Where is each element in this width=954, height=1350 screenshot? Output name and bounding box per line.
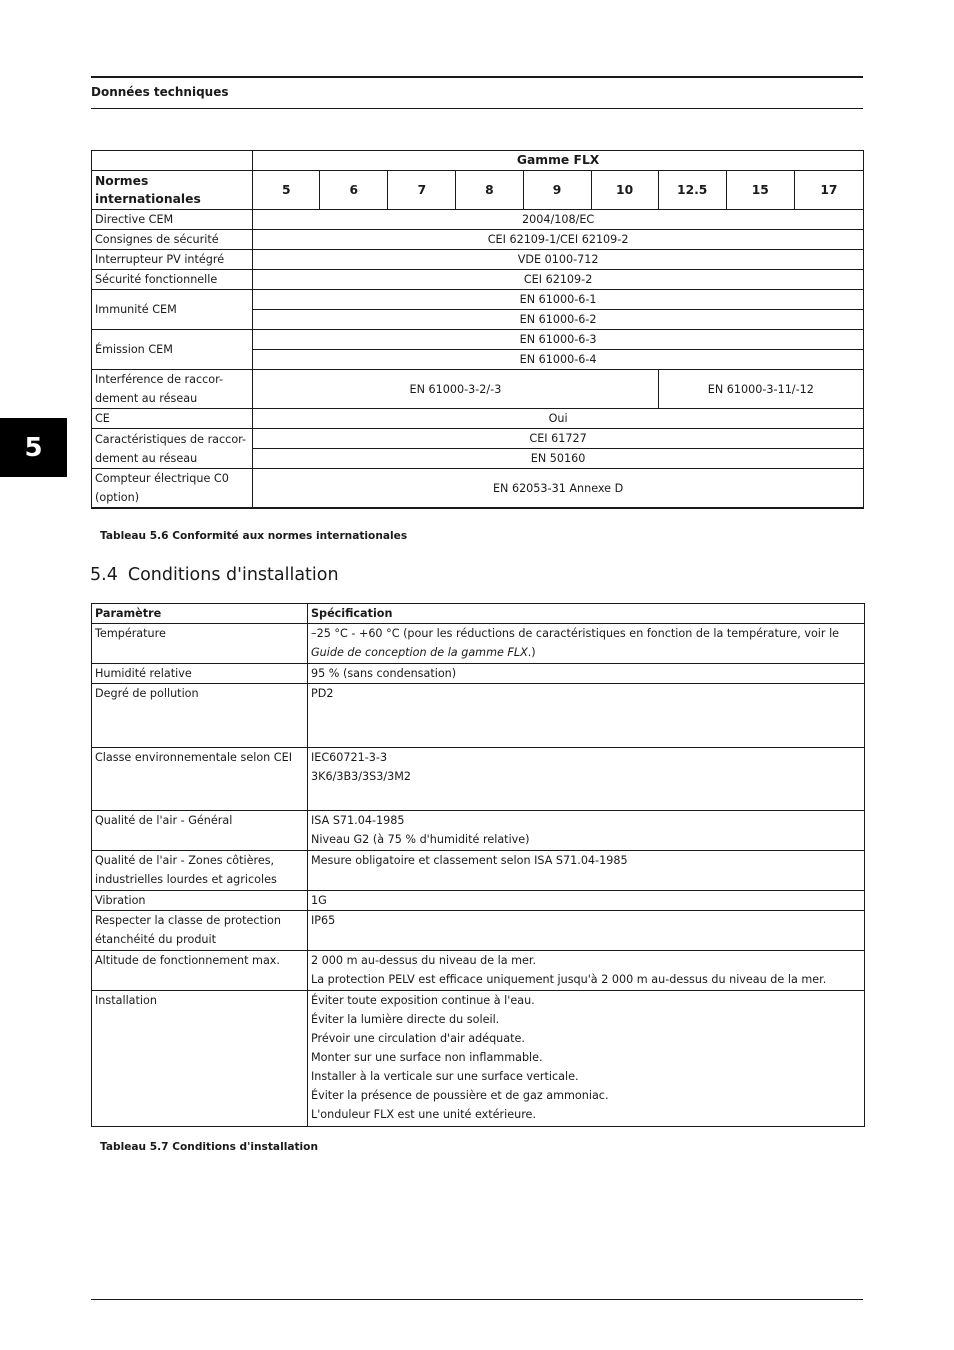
row-value: EN 61000-6-2: [253, 310, 864, 330]
model-header: 8: [456, 171, 523, 210]
param-cell: Classe environnementale selon CEI: [92, 748, 308, 811]
spec-cell: 2 000 m au-dessus du niveau de la mer. La protection PELV est efficace uniquement jusqu'à 2 000 m au-dessus du niveau de la mer.: [308, 951, 865, 991]
row-value: EN 61000-6-3: [253, 330, 864, 350]
table-row: [92, 991, 865, 1127]
column-header: Spécification: [308, 604, 865, 624]
row-value: EN 61000-6-1: [253, 290, 864, 310]
param-cell: Vibration: [92, 891, 308, 911]
row-value: CEI 62109-1/CEI 62109-2: [253, 230, 864, 250]
section-heading: [90, 565, 339, 585]
model-header: 15: [726, 171, 794, 210]
row-label: Consignes de sécurité: [92, 230, 253, 250]
row-label: Compteur électrique C0 (option): [92, 469, 253, 509]
row-label: CE: [92, 409, 253, 429]
spec-cell: 1G: [308, 891, 865, 911]
header-rule-top: [91, 76, 863, 78]
param-cell: Température: [92, 624, 308, 664]
row-value: EN 62053-31 Annexe D: [253, 469, 864, 509]
model-header: 12.5: [658, 171, 726, 210]
gamme-header: Gamme FLX: [253, 151, 864, 171]
header-rule-bottom: [91, 108, 863, 109]
row-label: Émission CEM: [92, 330, 253, 370]
spec-cell: 95 % (sans condensation): [308, 664, 865, 684]
row-label: Interrupteur PV intégré: [92, 250, 253, 270]
column-header: Paramètre: [92, 604, 308, 624]
row-label: Immunité CEM: [92, 290, 253, 330]
table-corner-cell: [92, 151, 253, 171]
row-value: 2004/108/EC: [253, 210, 864, 230]
model-header: 10: [591, 171, 658, 210]
table-row: [92, 684, 865, 748]
row-value: EN 61000-3-2/-3: [253, 370, 658, 409]
row-value: VDE 0100-712: [253, 250, 864, 270]
spec-cell: PD2: [308, 684, 865, 748]
row-value: CEI 62109-2: [253, 270, 864, 290]
spec-cell: –25 °C - +60 °C (pour les réductions de caractéristiques en fonction de la température, voir le Guide de conception de la gamme FLX.): [308, 624, 865, 664]
table-row: [92, 891, 865, 911]
param-cell: Qualité de l'air - Zones côtières, industrielles lourdes et agricoles: [92, 851, 308, 891]
section-number: 5.4: [90, 565, 118, 585]
row-value: EN 61000-6-4: [253, 350, 864, 370]
param-cell: Degré de pollution: [92, 684, 308, 748]
row-value: Oui: [253, 409, 864, 429]
row-label: Directive CEM: [92, 210, 253, 230]
spec-cell: ISA S71.04-1985 Niveau G2 (à 75 % d'humidité relative): [308, 811, 865, 851]
row-label: Sécurité fonctionnelle: [92, 270, 253, 290]
table-row: [92, 911, 865, 951]
page-header-title: Données techniques: [91, 85, 229, 99]
table-row: [92, 951, 865, 991]
section-title: Conditions d'installation: [127, 565, 339, 585]
param-cell: Qualité de l'air - Général: [92, 811, 308, 851]
spec-cell: Éviter toute exposition continue à l'eau. Éviter la lumière directe du soleil. Prévoir une circulation d'air adéquate. Monter sur une surface non inflammable. Installer à la verticale sur une surface verticale. Éviter la présence de poussière et de gaz ammoniac. L'onduleur FLX est une unité extérieure.: [308, 991, 865, 1127]
norms-header: Normes internationales: [92, 171, 253, 210]
table-row: [92, 748, 865, 811]
param-cell: Installation: [92, 991, 308, 1127]
table-caption: Tableau 5.6 Conformité aux normes internationales: [100, 530, 408, 542]
spec-cell: Mesure obligatoire et classement selon ISA S71.04-1985: [308, 851, 865, 891]
table-installation-conditions: [91, 603, 865, 1127]
model-header: 17: [794, 171, 863, 210]
spec-cell: IP65: [308, 911, 865, 951]
table-row: [92, 811, 865, 851]
model-header: 6: [320, 171, 388, 210]
model-header: 7: [388, 171, 456, 210]
row-value: EN 61000-3-11/-12: [658, 370, 863, 409]
row-label: Caractéristiques de raccor- dement au réseau: [92, 429, 253, 469]
chapter-tab: 5: [0, 418, 67, 477]
table-row: [92, 624, 865, 664]
param-cell: Altitude de fonctionnement max.: [92, 951, 308, 991]
table-row: [92, 851, 865, 891]
row-value: CEI 61727: [253, 429, 864, 449]
model-header: 5: [253, 171, 320, 210]
param-cell: Humidité relative: [92, 664, 308, 684]
footer-rule: [91, 1299, 863, 1300]
table-caption: Tableau 5.7 Conditions d'installation: [100, 1141, 319, 1153]
spec-cell: IEC60721-3-3 3K6/3B3/3S3/3M2: [308, 748, 865, 811]
row-label: Interférence de raccor- dement au réseau: [92, 370, 253, 409]
model-header: 9: [523, 171, 591, 210]
table-international-standards: [91, 150, 864, 509]
param-cell: Respecter la classe de protection étanchéité du produit: [92, 911, 308, 951]
row-value: EN 50160: [253, 449, 864, 469]
table-row: [92, 664, 865, 684]
